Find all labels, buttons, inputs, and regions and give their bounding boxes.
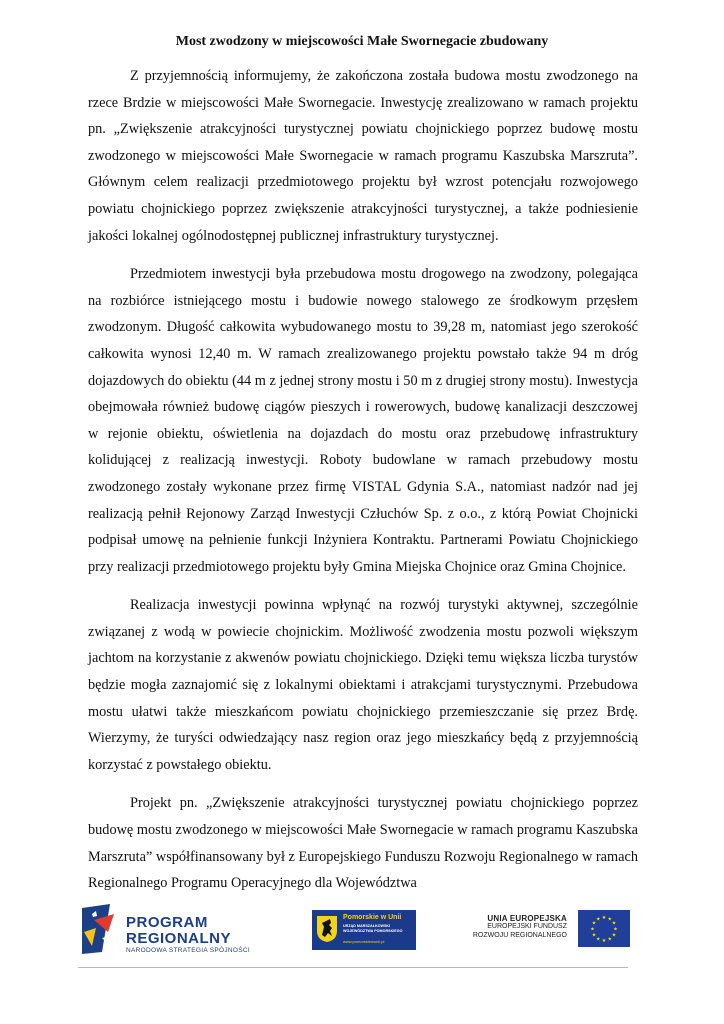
pom-line2a: URZĄD MARSZAŁKOWSKI (343, 924, 391, 928)
footer-divider (78, 967, 628, 968)
pomorskie-w-unii-logo (312, 910, 416, 950)
pom-line2b: WOJEWÓDZTWA POMORSKIEGO (343, 928, 403, 933)
svg-text:★: ★ (601, 938, 607, 944)
svg-text:★: ★ (595, 936, 601, 943)
eu-text (473, 914, 567, 940)
footer-logos (0, 900, 724, 980)
pom-line2 (343, 924, 402, 933)
svg-text:★: ★ (607, 916, 613, 923)
svg-text:★: ★ (591, 932, 597, 939)
griffin-coat-of-arms-icon (316, 915, 338, 943)
svg-text:★: ★ (590, 926, 595, 933)
page-title: Most zwodzony w miejscowości Małe Swornegacie zbudowany (175, 34, 549, 49)
svg-text:★: ★ (601, 915, 607, 921)
pr-line1: PROGRAM (126, 914, 208, 931)
svg-text:★: ★ (611, 932, 617, 939)
svg-text:★: ★ (611, 920, 617, 927)
paragraph: Z przyjemnością informujemy, że zakończona została budowa mostu zwodzonego na rzece Brdzie w miejscowości Małe Swornegacie. Inwestycję zrealizowano w ramach projektu pn. „Zwiększenie atrakcyjności turystycznej powiatu chojnickiego poprzez budowę mostu zwodzonego w miejscowości Małe Swornegacie w ramach programu Kaszubska Marszruta”. Głównym celem realizacji przedmiotowego projektu był wzrost potencjału rozwojowego powiatu chojnickiego poprzez zwiększenie atrakcyjności turystycznej, a także podniesienie jakości lokalnej ogólnodostępnej publicznej infrastruktury turystycznej. (88, 68, 638, 244)
svg-text:★: ★ (591, 920, 597, 927)
eu-line3: ROZWOJU REGIONALNEGO (472, 931, 567, 939)
eu-flag-icon (578, 910, 630, 947)
eu-line1: UNIA EUROPEJSKA (487, 914, 567, 923)
eu-line2: EUROPEJSKI FUNDUSZ (487, 923, 567, 930)
svg-text:★: ★ (607, 936, 613, 943)
pom-url: www.pomorskiewunii.pl (343, 939, 385, 944)
svg-text:★: ★ (595, 916, 601, 923)
article-body (88, 63, 638, 909)
eu-erdf-logo (470, 910, 630, 950)
paragraph: Przedmiotem inwestycji była przebudowa mostu drogowego na zwodzony, polegająca na rozbiórce istniejącego mostu i budowie nowego stalowego ze środkowym przęsłem zwodzonym. Długość całkowita wybudowanego mostu to 39,28 m, natomiast jego szerokość całkowita wynosi 12,40 m. W ramach zrealizowanego projektu powstało także 94 m dróg dojazdowych do obiektu (44 m z jednej strony mostu i 50 m z drugiej strony mostu). Inwestycja obejmowała również budowę ciągów pieszych i rowerowych, budowę kanalizacji deszczowej w rejonie obiektu, oświetlenia na dojazdach do mostu oraz przebudowę infrastruktury kolidującej z realizacją inwestycji. Roboty budowlane w ramach przebudowy mostu zwodzonego zostały wykonane przez firmę VISTAL Gdynia S.A., natomiast nadzór nad jej realizacją pełnił Rejonowy Zarząd Inwestycji Człuchów Sp. z o.o., z którą Powiat Chojnicki podpisał umowę na pełnienie funkcji Inżyniera Kontraktu. Partnerami Powiatu Chojnickiego przy realizacji przedmiotowego projektu były Gmina Miejska Chojnice oraz Gmina Chojnice. (88, 266, 638, 575)
program-regionalny-logo (80, 902, 260, 956)
pr-line3: NARODOWA STRATEGIA SPÓJNOŚCI (126, 947, 250, 954)
svg-text:★: ★ (613, 926, 618, 933)
pom-line1: Pomorskie w Unii (343, 914, 402, 921)
program-regionalny-emblem-icon (80, 902, 120, 956)
pr-line2: REGIONALNY (126, 930, 232, 947)
paragraph: Projekt pn. „Zwiększenie atrakcyjności turystycznej powiatu chojnickiego poprzez budowę mostu zwodzonego w miejscowości Małe Swornegacie w ramach programu Kaszubska Marszruta” współfinansowany był z Europejskiego Funduszu Rozwoju Regionalnego w ramach Regionalnego Programu Operacyjnego dla Województwa (88, 795, 638, 892)
paragraph: Realizacja inwestycji powinna wpłynąć na rozwój turystyki aktywnej, szczególnie związanej z wodą w powiecie chojnickim. Możliwość zwodzenia mostu pozwoli większym jachtom na korzystanie z akwenów powiatu chojnickiego. Dzięki temu większa liczba turystów będzie mogła zaznajomić się z lokalnymi obiektami i atrakcjami turystycznymi. Przebudowa mostu ułatwi także mieszkańcom powiatu chojnickiego przemieszczanie się przez Brdę. Wierzymy, że turyści odwiedzający nasz region oraz jego mieszkańcy będą z przyjemnością korzystać z powstałego obiektu. (88, 597, 638, 773)
